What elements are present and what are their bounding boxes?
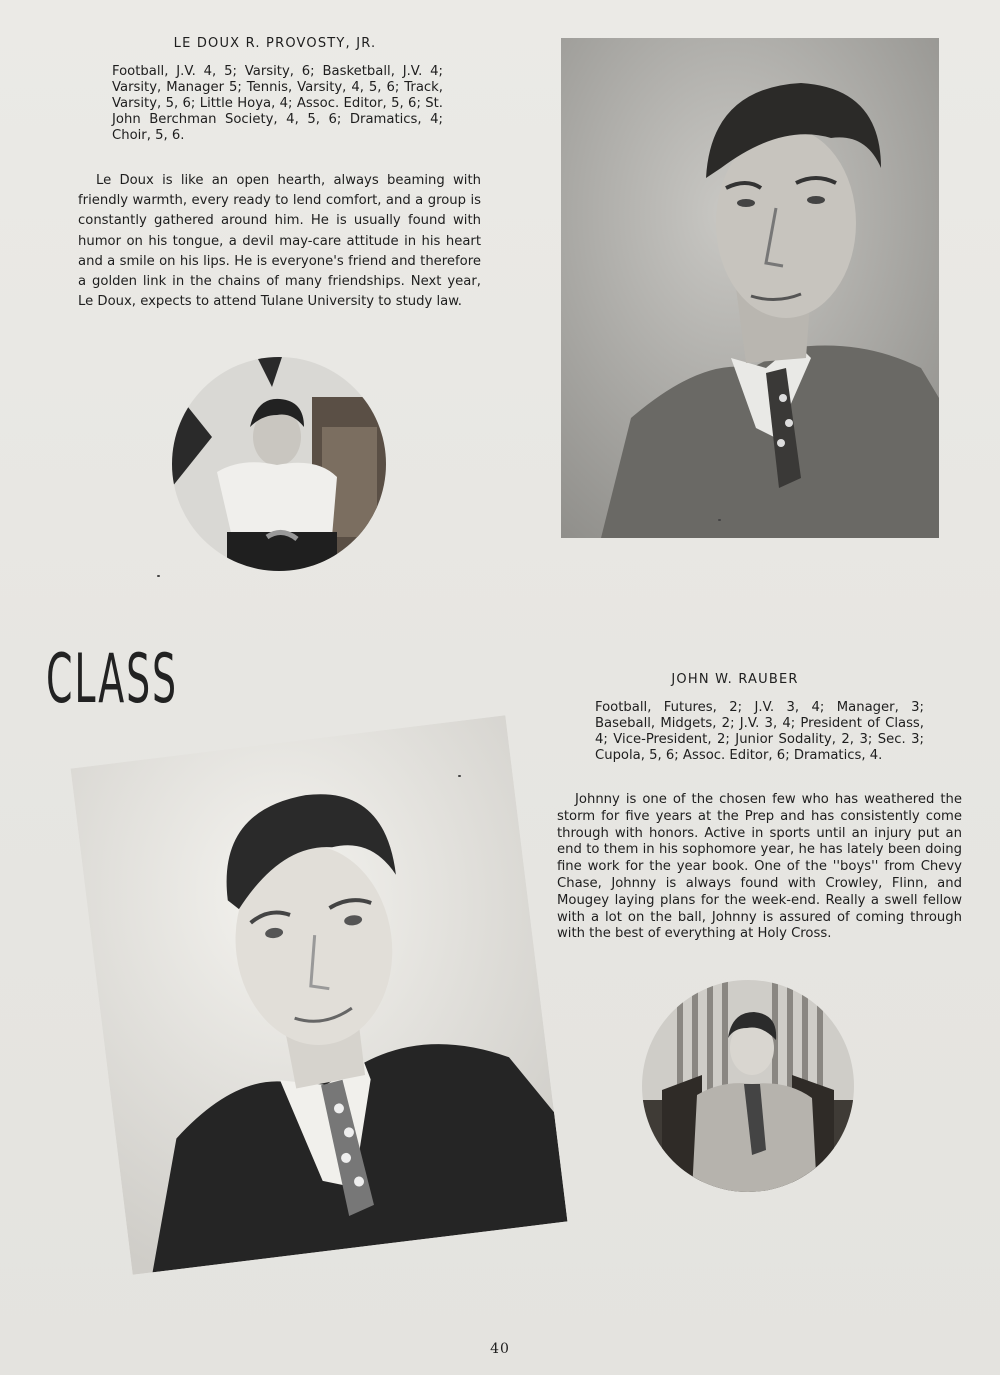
- bio-provosty: Le Doux is like an open hearth, always beaming with friendly warmth, every ready to lend comfort, and a group is constantly gathered around him. He is usually found with humor on his tongue, a devil may-care attitude in his heart and a smile on his lips. He is everyone's friend and therefore a golden link in the chains of many friendships. Next year, Le Doux, expects to attend Tulane University to study law.: [78, 173, 481, 310]
- student-name-provosty: LE DOUX R. PROVOSTY, JR.: [173, 36, 377, 51]
- activities-provosty: Football, J.V. 4, 5; Varsity, 6; Basketball, J.V. 4; Varsity, Manager 5; Tennis, Varsity, 4, 5, 6; Track, Varsity, 5, 6; Little Hoya, 4; Assoc. Editor, 5, 6; St. John Berchman Society, 4, 5, 6; Dramatics, 4; Choir, 5, 6.: [112, 64, 443, 143]
- print-speck: [458, 775, 461, 777]
- page-number: 40: [490, 1341, 510, 1357]
- bio-rauber: Johnny is one of the chosen few who has weathered the storm for five years at the Prep and has consistently come through with honors. Active in sports until an injury put an end to them in his sophomore year, he has lately been doing fine work for the year book. One of the ''boys'' from Chevy Chase, Johnny is always found with Crowley, Flinn, and Mougey laying plans for the week-end. Really a swell fellow with a lot on the ball, Johnny is assured of coming through with the best of everything at Holy Cross.: [557, 792, 962, 942]
- print-speck: [157, 575, 160, 577]
- student-name-rauber: JOHN W. RAUBER: [671, 672, 799, 687]
- activities-rauber: Football, Futures, 2; J.V. 3, 4; Manager, 3; Baseball, Midgets, 2; J.V. 3, 4; President of Class, 4; Vice-President, 2; Junior Sodality, 2, 3; Sec. 3; Cupola, 5, 6; Assoc. Editor, 6; Dramatics, 4.: [595, 700, 924, 763]
- portrait-photo-rauber: [71, 715, 568, 1275]
- candid-photo-rauber: [642, 980, 854, 1192]
- candid-photo-provosty: [172, 357, 386, 571]
- section-title: CLASS: [46, 640, 178, 719]
- portrait-photo-provosty: [561, 38, 939, 538]
- print-speck: [718, 519, 721, 521]
